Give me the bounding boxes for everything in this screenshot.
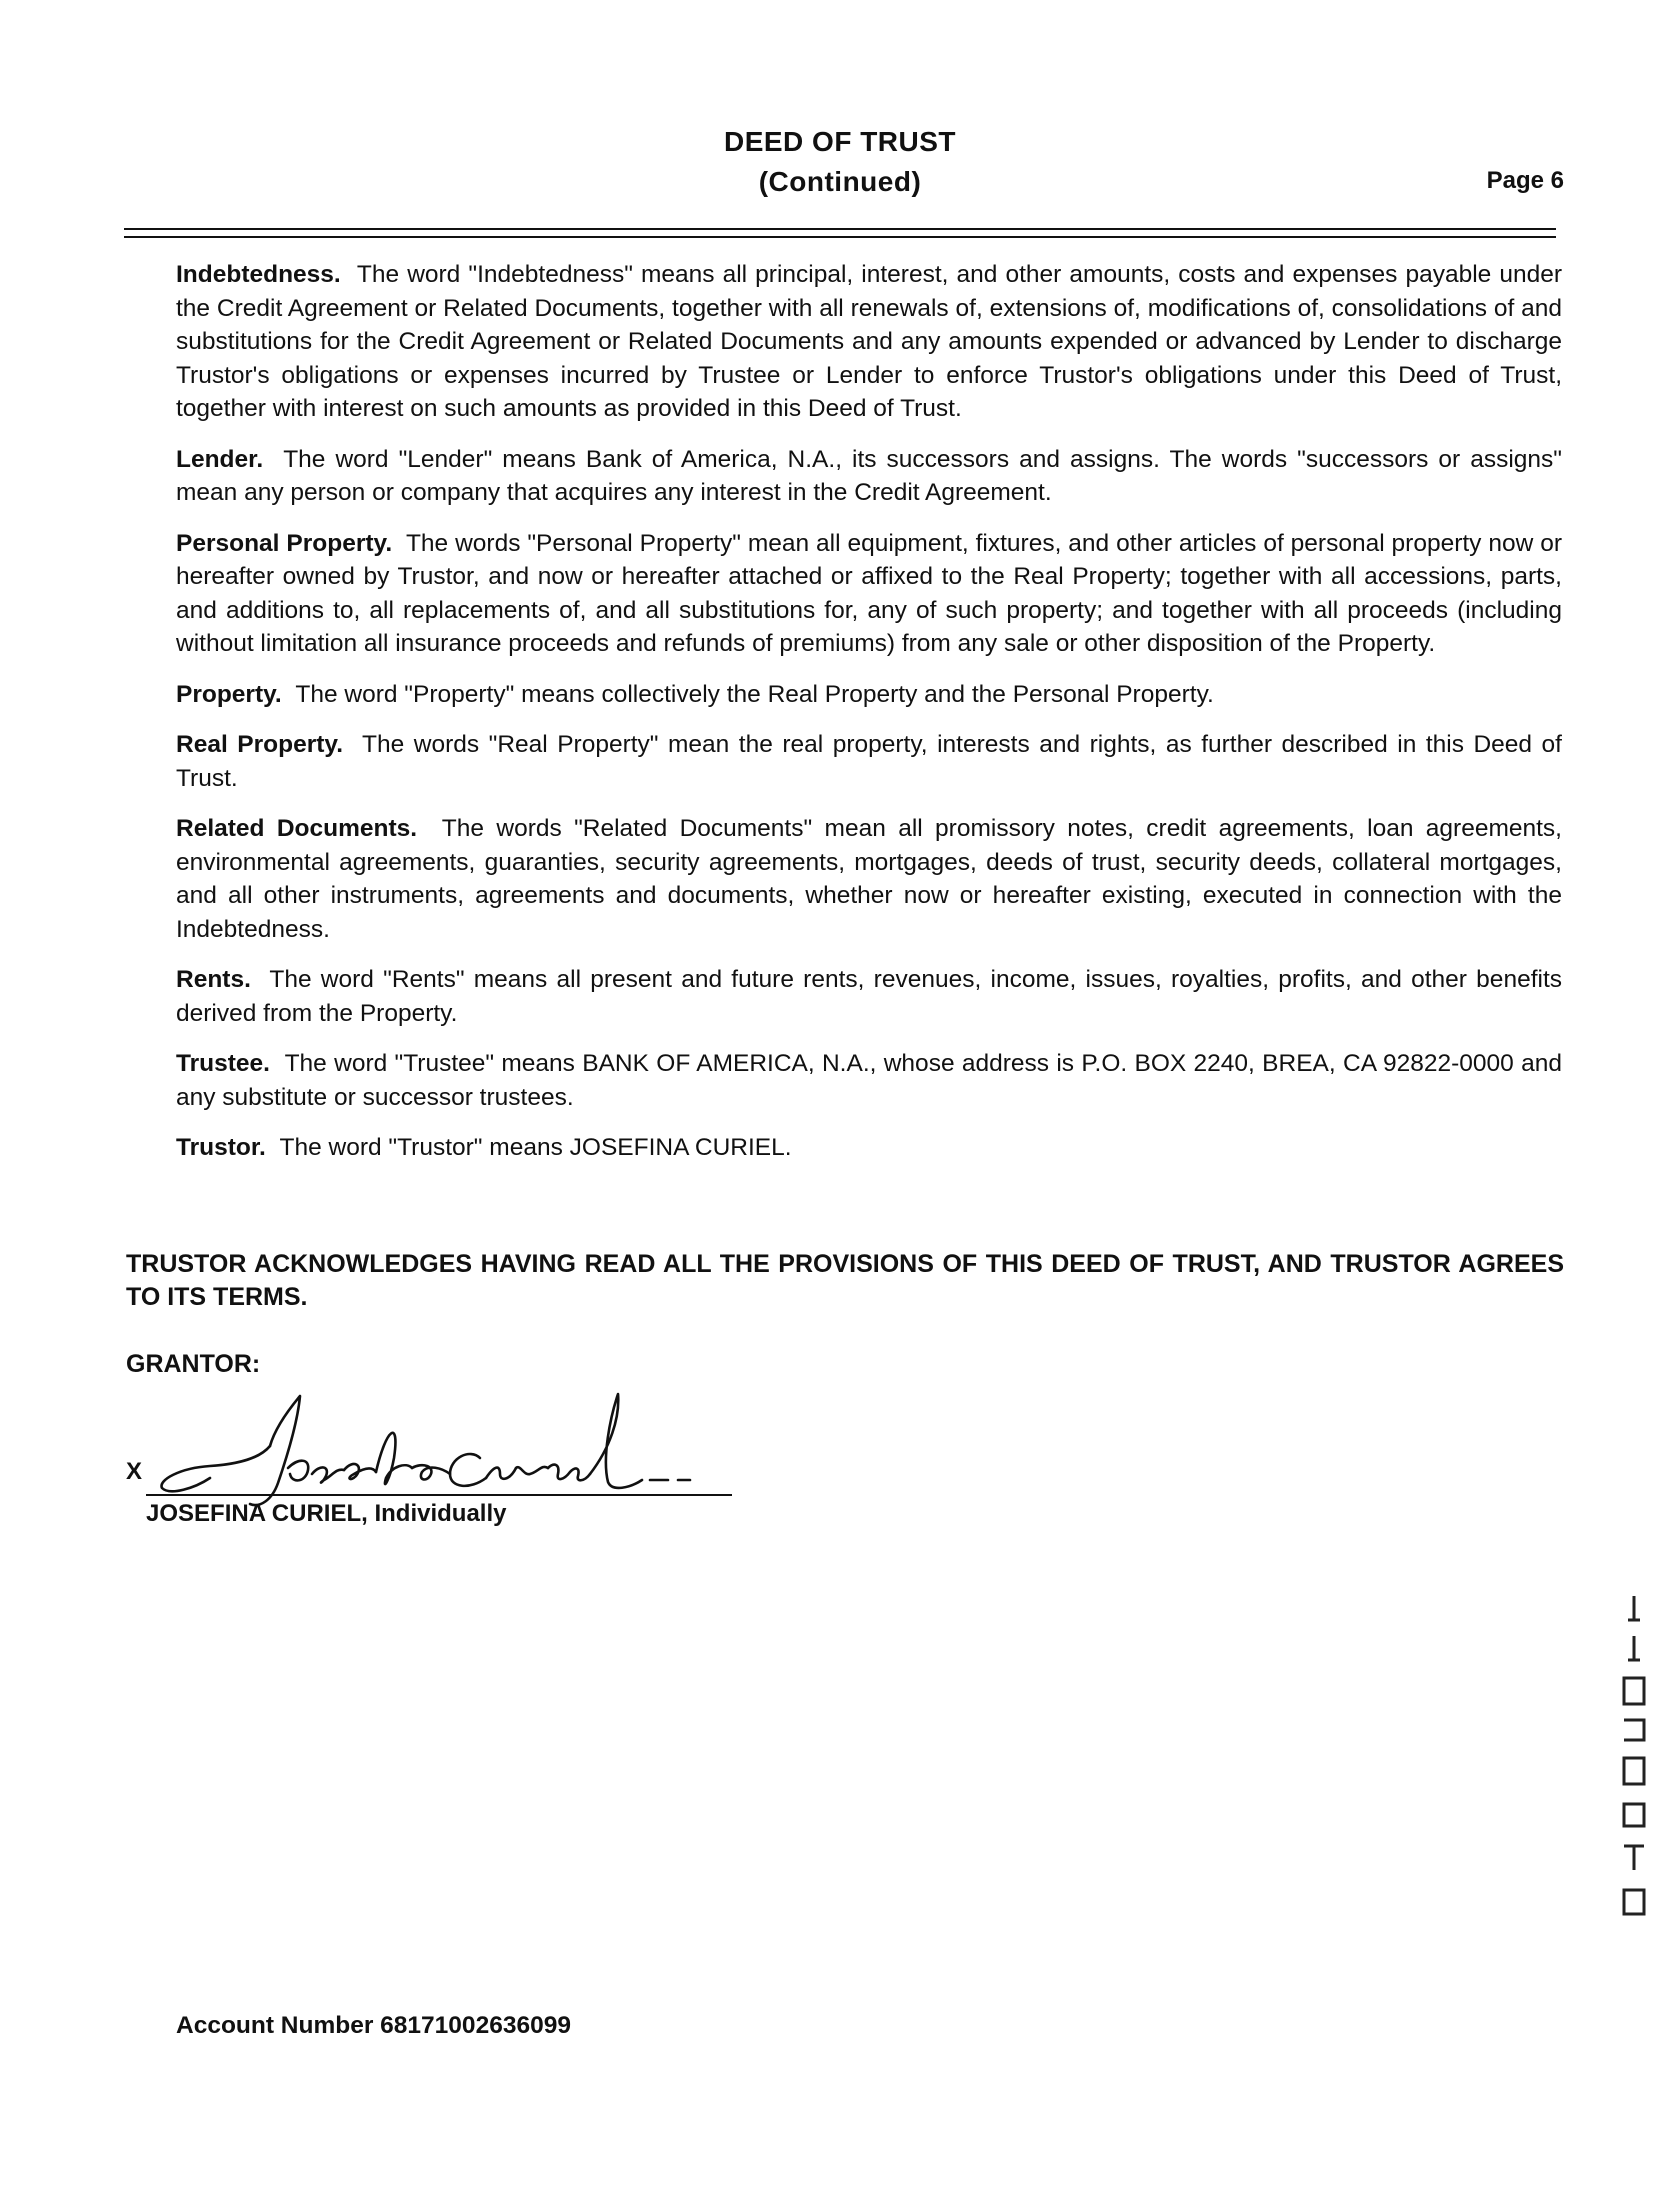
definition-term: Related Documents. [176,815,418,842]
definition-term: Real Property. [176,731,343,758]
definition-text: The word "Indebtedness" means all principal, interest, and other amounts, costs and expenses payable under the Credit Agreement or Related Documents, together with all renewals of, extensions of, modifications of, consolidations of and substitutions for the Credit Agreement or Related Documents and any amounts expended or advanced by Lender to discharge Trustor's obligations or expenses incurred by Trustee or Lender to enforce Trustor's obligations under this Deed of Trust, together with interest on such amounts as provided in this Deed of Trust. [176,261,1562,422]
signature-x-mark: X [126,1458,143,1485]
definition-lender [176,443,1562,510]
definition-term: Property. [176,680,282,708]
document-title: DEED OF TRUST [723,126,957,157]
document-subtitle: (Continued) [758,166,922,197]
definition-text: The words "Real Property" mean the real property, interests and rights, as further described in this Deed of Trust. [176,731,1562,792]
definitions-section [176,258,1562,1182]
header-rule-bottom [124,236,1556,238]
definition-personal-property [176,527,1562,661]
signer-name: JOSEFINA CURIEL, Individually [146,1500,507,1527]
acknowledgement-statement: TRUSTOR ACKNOWLEDGES HAVING READ ALL THE PROVISIONS OF THIS DEED OF TRUST, AND TRUSTOR AGREES TO ITS TERMS. [126,1250,1564,1311]
definition-text: The words "Personal Property" mean all equipment, fixtures, and other articles of personal property now or hereafter owned by Trustor, and now or hereafter attached or affixed to the Real Property; together with all accessions, parts, and additions to, all replacements of, and all substitutions for, any of such property; and together with all proceeds (including without limitation all insurance proceeds and refunds of premiums) from any sale or other disposition of the Property. [176,529,1562,657]
definition-real-property [176,728,1562,795]
definition-trustor [176,1131,1562,1165]
definition-text: The word "Trustor" means JOSEFINA CURIEL. [279,1134,792,1161]
definition-text: The word "Lender" means Bank of America, N.A., its successors and assigns. The words "successors or assigns" mean any person or company that acquires any interest in the Credit Agreement. [176,445,1562,506]
definition-property [176,678,1562,712]
handwritten-signature-icon [150,1388,710,1518]
definition-text: The word "Property" means collectively the Real Property and the Personal Property. [295,680,1214,708]
definition-term: Lender. [176,445,264,473]
signature-line [146,1494,732,1496]
definition-text: The word "Trustee" means BANK OF AMERICA, N.A., whose address is P.O. BOX 2240, BREA, CA 92822-0000 and any substitute or successor trustees. [176,1050,1562,1111]
page-number: Page 6 [1486,167,1564,194]
definition-rents [176,963,1562,1030]
definition-text: The word "Rents" means all present and future rents, revenues, income, issues, royalties, profits, and other benefits derived from the Property. [176,966,1562,1027]
vertical-margin-stamp-icon [1606,1590,1676,1950]
definition-indebtedness [176,258,1562,426]
definition-term: Personal Property. [176,529,393,557]
definition-text: The words "Related Documents" mean all promissory notes, credit agreements, loan agreements, environmental agreements, guaranties, security agreements, mortgages, deeds of trust, security deeds, collateral mortgages, and all other instruments, agreements and documents, whether now or hereafter existing, executed in connection with the Indebtedness. [176,815,1562,943]
definition-related-documents [176,812,1562,946]
header-rule-top [124,228,1556,230]
grantor-label: GRANTOR: [126,1350,261,1378]
definition-term: Rents. [176,966,251,993]
definition-term: Indebtedness. [176,261,341,288]
account-number: Account Number 68171002636099 [176,2012,571,2039]
definition-term: Trustor. [176,1134,266,1161]
definition-term: Trustee. [176,1050,270,1077]
definition-trustee [176,1047,1562,1114]
